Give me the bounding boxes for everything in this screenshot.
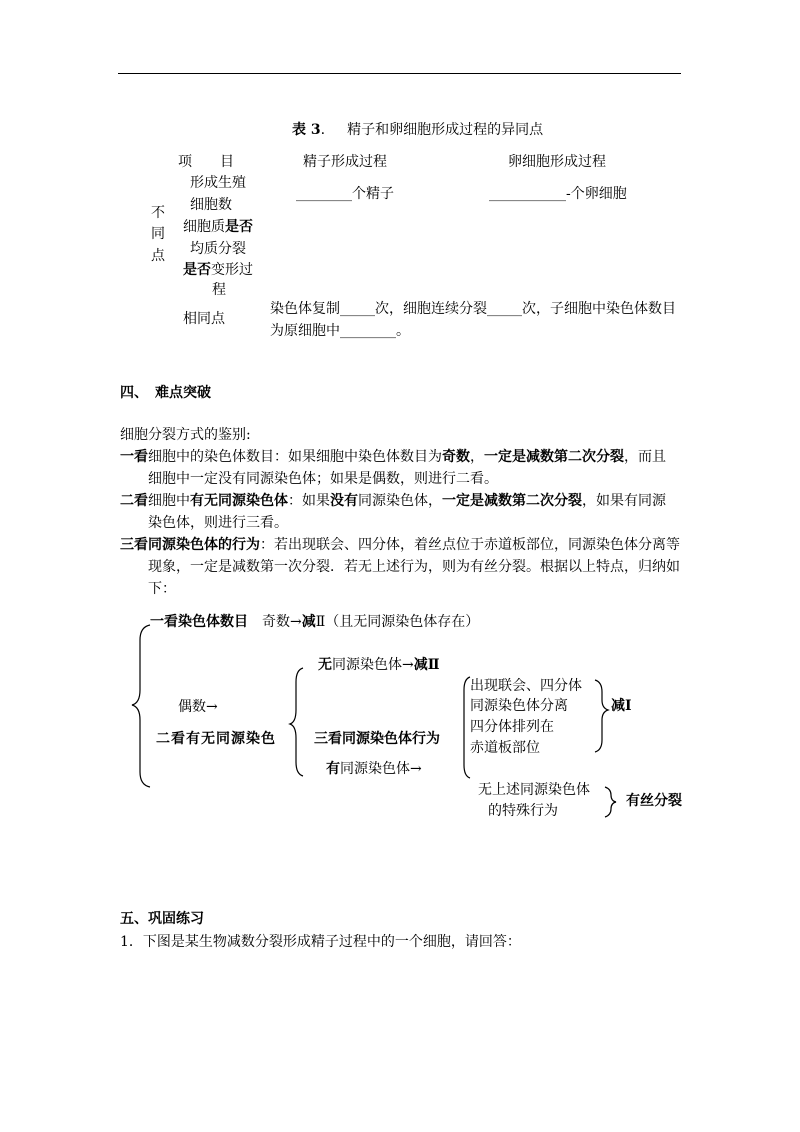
diagram-even: 偶数→ bbox=[178, 699, 218, 715]
behavior-line4: 赤道板部位 bbox=[470, 740, 540, 756]
behavior-line2: 同源染色体分离 bbox=[470, 698, 568, 714]
brace-mitosis-close bbox=[605, 787, 616, 817]
brace-main bbox=[132, 625, 150, 787]
table-header-item: 项 目 bbox=[178, 154, 234, 170]
row4-text-line1: 染色体复制_____次，细胞连续分裂_____次，子细胞中染色体数目 bbox=[270, 301, 676, 317]
table-header-egg: 卵细胞形成过程 bbox=[508, 154, 606, 170]
diagram-has-homologous: 有同源染色体→ bbox=[326, 761, 422, 777]
rule3-line3: 下： bbox=[148, 581, 176, 597]
section4-heading: 四、 难点突破 bbox=[120, 385, 211, 401]
section5-question1: 1．下图是某生物减数分裂形成精子过程中的一个细胞，请回答： bbox=[120, 934, 521, 950]
table-caption-number: 表 3 bbox=[292, 122, 321, 138]
table-header-sperm: 精子形成过程 bbox=[303, 154, 387, 170]
rule3-line1: 三看同源染色体的行为：若出现联会、四分体，着丝点位于赤道板部位，同源染色体分离等 bbox=[120, 537, 680, 553]
behavior-line3: 四分体排列在 bbox=[470, 719, 554, 735]
section5-heading: 五、巩固练习 bbox=[120, 911, 204, 927]
rule1-line1: 一看细胞中的染色体数目：如果细胞中染色体数目为奇数，一定是减数第二次分裂，而且 bbox=[120, 449, 666, 465]
section4-intro: 细胞分裂方式的鉴别: bbox=[120, 427, 251, 443]
table-caption-dot: . bbox=[320, 122, 326, 138]
row1-label-line1: 形成生殖 bbox=[190, 175, 246, 191]
group-label-char-1: 不 bbox=[151, 205, 165, 221]
other-line2: 的特殊行为 bbox=[488, 803, 558, 819]
row3-label-line2: 程 bbox=[212, 282, 226, 298]
row2-label-line2: 均质分裂 bbox=[190, 241, 246, 257]
diagram-look2: 二看有无同源染色 bbox=[156, 731, 276, 747]
row4-label: 相同点 bbox=[183, 311, 225, 327]
rule1-line2: 细胞中一定没有同源染色体；如果是偶数，则进行二看。 bbox=[148, 471, 498, 487]
behavior-line1: 出现联会、四分体 bbox=[470, 678, 582, 694]
brace-meiosis1-close bbox=[595, 680, 608, 752]
row3-label-line1: 是否变形过 bbox=[183, 262, 253, 278]
row1-egg-cell: ___________-个卵细胞 bbox=[489, 186, 627, 202]
group-label-char-2: 同 bbox=[151, 226, 165, 242]
rule2-line1: 二看细胞中有无同源染色体：如果没有同源染色体，一定是减数第二次分裂，如果有同源 bbox=[120, 493, 666, 509]
other-line1: 无上述同源染色体 bbox=[478, 782, 590, 798]
mitosis-result: 有丝分裂 bbox=[626, 793, 682, 809]
row1-label-line2: 细胞数 bbox=[190, 197, 232, 213]
diagram-look3: 三看同源染色体行为 bbox=[314, 731, 440, 747]
row1-sperm-cell: ________个精子 bbox=[296, 186, 394, 202]
rule2-line2: 染色体，则进行三看。 bbox=[148, 515, 288, 531]
table-caption-text: 精子和卵细胞形成过程的异同点 bbox=[347, 122, 544, 138]
rule3-line2: 现象，一定是减数第一次分裂．若无上述行为，则为有丝分裂。根据以上特点，归纳如 bbox=[148, 559, 680, 575]
diagram-look1: 一看染色体数目 奇数→减Ⅱ（且无同源染色体存在） bbox=[150, 614, 480, 630]
diagram-no-homologous: 无同源染色体→减Ⅱ bbox=[318, 657, 440, 673]
group-label-char-3: 点 bbox=[151, 248, 165, 264]
brace-homologous bbox=[290, 668, 303, 776]
behavior-result: 减Ⅰ bbox=[611, 698, 632, 714]
row4-text-line2: 为原细胞中________。 bbox=[270, 323, 410, 339]
row2-label-line1: 细胞质是否 bbox=[183, 219, 253, 235]
